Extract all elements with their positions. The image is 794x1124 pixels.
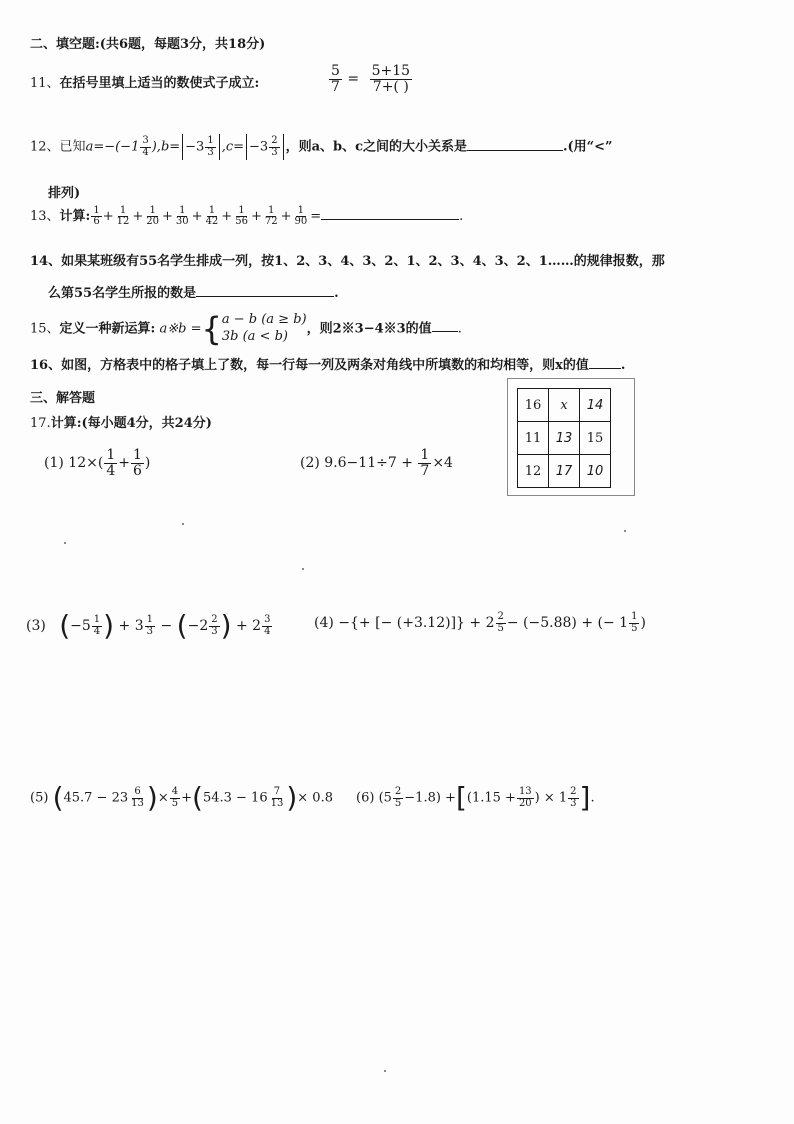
question-14-line2: 么第55名学生所报的数是 . [48, 286, 339, 301]
scan-speck [384, 1070, 386, 1072]
fraction: $\frac{1}{20}$ [146, 204, 160, 227]
fraction: $\frac{1}{42}$ [205, 204, 219, 227]
fraction: $\frac{1}{90}$ [294, 204, 308, 227]
section-3-title: 三、解答题 [30, 391, 96, 406]
fraction: $\frac{1}{30}$ [175, 204, 189, 227]
grid-cell: 15 [580, 422, 611, 455]
plus-sign: + [280, 209, 292, 224]
fraction: $\frac{1}{12}$ [116, 204, 130, 227]
answer-blank[interactable] [432, 331, 458, 332]
grid-cell: x [549, 389, 580, 422]
grid-cell: 12 [518, 455, 549, 488]
fraction: $\frac{1}{56}$ [235, 204, 248, 227]
scan-speck [182, 523, 184, 525]
question-12: 12、已知a=−(−1 $\frac{3}{4}$ ),b= −3 $\frac{1}{3}$ ,c= −3 $\frac{2}{3}$ ，则a、b、c之间的大小关系是 .(用“<” [30, 134, 613, 160]
answer-blank[interactable] [196, 296, 334, 297]
plus-sign: + [102, 209, 114, 224]
q11-equation: $\frac{5}{7}$ = $\frac{5+15}{7+( )}$ [331, 63, 411, 95]
plus-sign: + [191, 209, 203, 224]
plus-sign: + [221, 209, 233, 224]
question-14: 14、如果某班级有55名学生排成一列，按1、2、3、4、3、2、1、2、3、4、3、2、1……的规律报数，那 [30, 254, 665, 269]
magic-square-grid [517, 388, 611, 488]
grid-cell: 13 [549, 422, 580, 455]
grid-cell: 17 [549, 455, 580, 488]
problem-4: (4) −{+ [− (+3.12)]} + 2 $\frac{2}{5}$ − (−5.88) + (− 1 $\frac{1}{5}$ ) [314, 611, 646, 634]
scan-speck [302, 568, 304, 570]
plus-sign: + [132, 209, 144, 224]
problem-5: (5) (45.7 − 23 $\frac{6}{13}$ )× $\frac{4}{5}$ +(54.3 − 16 $\frac{7}{13}$ )× 0.8 [30, 781, 333, 814]
scan-speck [64, 542, 66, 544]
fraction: $\frac{1}{72}$ [264, 204, 278, 227]
plus-sign: + [162, 209, 173, 224]
grid-cell: 16 [518, 389, 549, 422]
question-number: 11、 [30, 76, 60, 91]
answer-blank[interactable] [467, 150, 563, 151]
grid-cell: 11 [518, 422, 549, 455]
answer-blank[interactable] [321, 219, 459, 220]
plus-sign: + [250, 209, 262, 224]
question-text: 在括号里填上适当的数使式子成立: [59, 76, 260, 91]
problem-1: (1) 12×( $\frac{1}{4}$ + $\frac{1}{6}$ ) [44, 447, 151, 479]
question-13: 13、计算: $\frac{1}{6}$ + $\frac{1}{12}$ + $\frac{1}{20}$ + $\frac{1}{30}$ + $\frac{1}{42}$ + $\frac{1}{56}$ + $\frac{1}{72}$ + $\frac{1}{90}$ = . [30, 204, 464, 227]
section-2-title: 二、填空题:(共6题，每题3分，共18分) [30, 37, 266, 52]
question-11 [30, 72, 259, 91]
problem-6: (6) (5 $\frac{2}{5}$ −1.8) +[(1.15 + $\frac{13}{20}$ ) × 1 $\frac{2}{3}$ ]. [356, 781, 595, 814]
question-15: 15、定义一种新运算: a※b ={ a − b (a ≥ b) 3b (a < b) ，则2※3−4※3的值 . [30, 309, 462, 348]
answer-blank[interactable] [589, 368, 621, 369]
problem-3: (3) (−5 $\frac{1}{4}$ ) + 3 $\frac{1}{3}$ − (−2 $\frac{2}{3}$ ) + 2 $\frac{3}{4}$ [26, 609, 271, 642]
fraction: $\frac{1}{6}$ [93, 204, 100, 227]
problem-2: (2) 9.6−11÷7 + $\frac{1}{7}$ ×4 [300, 447, 453, 479]
grid-cell: 10 [580, 455, 611, 488]
scan-speck [624, 530, 626, 532]
grid-cell: 14 [580, 389, 611, 422]
q12-line2: 排列) [48, 186, 81, 201]
question-17: 17.计算:(每小题4分，共24分) [30, 416, 212, 431]
question-16: 16、如图，方格表中的格子填上了数，每一行每一列及两条对角线中所填数的和均相等，则x的值 . [30, 358, 626, 373]
